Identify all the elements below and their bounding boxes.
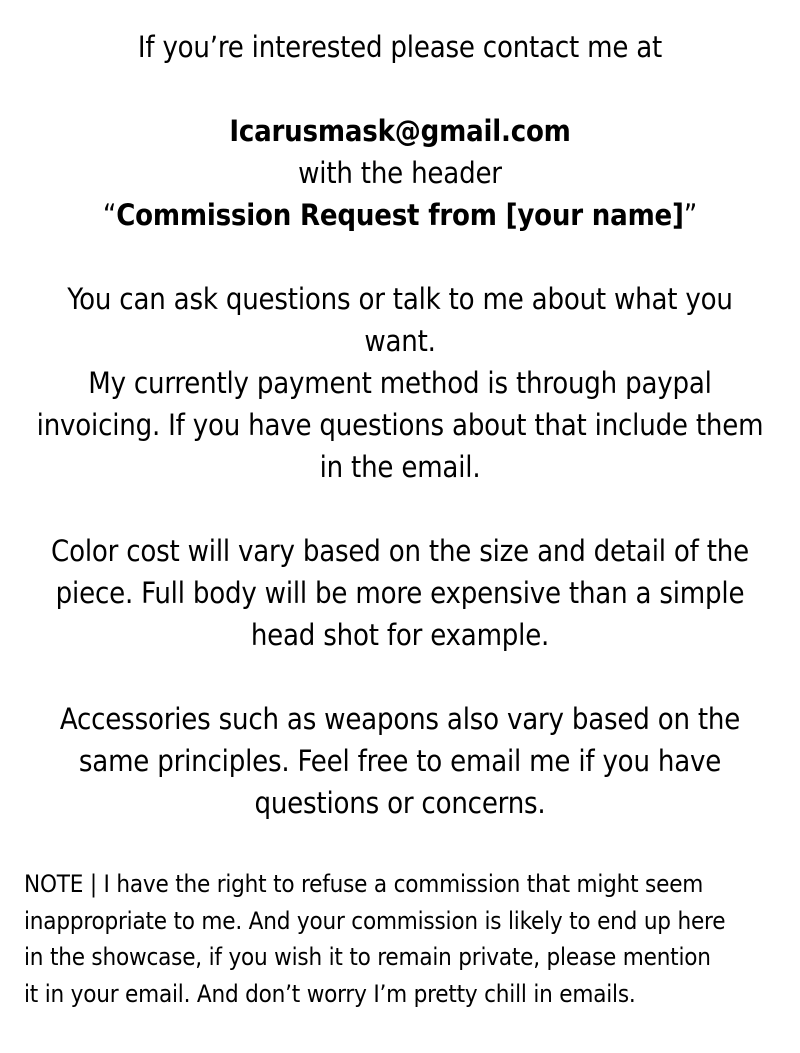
subject-text: Commission Request from [your name] <box>116 198 684 232</box>
note-line: it in your email. And don’t worry I’m pretty chill in emails. <box>24 979 636 1008</box>
payment-line: in the email. <box>319 450 481 484</box>
note-line: NOTE | I have the right to refuse a commission that might seem <box>24 870 704 898</box>
spacer <box>20 68 780 110</box>
note-line: inappropriate to me. And your commission is likely to end up here <box>24 906 726 935</box>
close-quote: ” <box>683 198 698 232</box>
open-quote: “ <box>102 198 117 232</box>
note-line: in the showcase, if you wish it to remain private, please mention <box>24 943 711 971</box>
color-cost-line: Color cost will vary based on the size and detail of the <box>51 534 749 568</box>
email-address: Icarusmask@gmail.com <box>229 114 571 148</box>
payment-line: My currently payment method is through paypal <box>88 366 712 400</box>
accessories-line: same principles. Feel free to email me if you have <box>78 744 722 778</box>
note-section <box>24 866 794 1012</box>
accessories-line: questions or concerns. <box>254 786 546 820</box>
subject-line <box>20 194 780 236</box>
questions-section <box>20 278 780 488</box>
contact-intro: If you’re interested please contact me at <box>137 30 663 64</box>
contact-section <box>20 26 780 236</box>
color-cost-line: piece. Full body will be more expensive than a simple <box>55 576 745 610</box>
questions-line: You can ask questions or talk to me about what you <box>67 282 733 316</box>
accessories-line: Accessories such as weapons also vary based on the <box>59 702 741 736</box>
color-cost-section <box>20 530 780 656</box>
header-instruction: with the header <box>298 156 502 190</box>
questions-line: want. <box>364 324 436 358</box>
color-cost-line: head shot for example. <box>250 618 550 652</box>
accessories-section <box>20 698 780 824</box>
payment-line: invoicing. If you have questions about that include them <box>36 408 764 442</box>
